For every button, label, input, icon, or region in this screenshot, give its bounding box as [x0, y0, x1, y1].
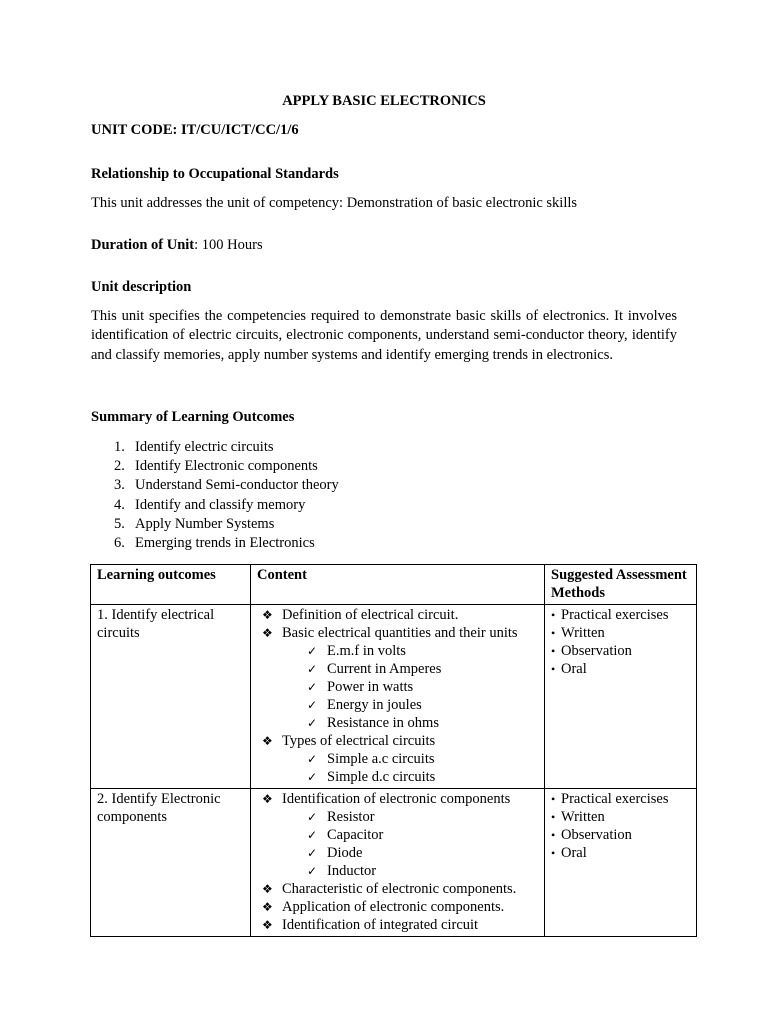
content-item — [257, 642, 538, 660]
assessment-item — [551, 808, 690, 826]
list-item-number: 6. — [114, 534, 125, 551]
bullet-icon: • — [551, 626, 556, 640]
description-heading: Unit description — [91, 279, 192, 295]
table-header-row — [91, 565, 697, 605]
assessment-item-text: Written — [561, 809, 605, 825]
assessment-list — [551, 790, 690, 862]
description-text: This unit specifies the competencies required to demonstrate basic skills of electronics. It involves identification of electric circuits, electronic components, understand semi-conductor theory, identify and classify memories, apply number systems and identify emerging trends in electronics. — [91, 308, 677, 363]
relationship-text: This unit addresses the unit of competency: Demonstration of basic electronic skills — [91, 195, 578, 211]
list-item-text: Identify and classify memory — [135, 496, 306, 513]
assessment-cell — [545, 789, 697, 937]
content-item — [257, 606, 538, 624]
checkmark-icon: ✓ — [307, 864, 318, 878]
assessment-item-text: Written — [561, 625, 605, 641]
content-item — [257, 768, 538, 786]
content-item-text: Identification of integrated circuit — [282, 917, 479, 933]
checkmark-icon: ✓ — [307, 662, 318, 676]
assessment-item-text: Observation — [561, 643, 632, 659]
checkmark-icon: ✓ — [307, 716, 318, 730]
duration-label: Duration of Unit — [91, 237, 195, 253]
assessment-list — [551, 606, 690, 678]
content-item-text: Current in Amperes — [327, 661, 442, 677]
list-item — [91, 476, 339, 495]
list-item-text: Understand Semi-conductor theory — [135, 477, 339, 494]
content-item-text: Diode — [327, 845, 363, 861]
content-item — [257, 714, 538, 732]
bullet-icon: • — [551, 608, 556, 622]
duration-value: : 100 Hours — [194, 237, 263, 253]
list-item-text: Apply Number Systems — [135, 515, 275, 532]
checkmark-icon: ✓ — [307, 752, 318, 766]
assessment-item — [551, 844, 690, 862]
assessment-item — [551, 606, 690, 624]
content-item — [257, 808, 538, 826]
content-item — [257, 732, 538, 750]
assessment-item-text: Observation — [561, 827, 632, 843]
list-item-number: 2. — [114, 458, 125, 475]
list-item — [91, 534, 339, 553]
checkmark-icon: ✓ — [307, 810, 318, 824]
summary-list-container — [91, 438, 339, 553]
diamond-bullet-icon: ❖ — [262, 882, 273, 896]
list-item-number: 3. — [114, 477, 125, 494]
assessment-item — [551, 642, 690, 660]
content-item-text: Definition of electrical circuit. — [282, 607, 459, 623]
header-learning-outcomes: Learning outcomes — [91, 565, 251, 605]
relationship-heading: Relationship to Occupational Standards — [91, 166, 339, 182]
assessment-cell — [545, 605, 697, 789]
diamond-bullet-icon: ❖ — [262, 734, 273, 748]
content-item-text: Capacitor — [327, 827, 384, 843]
content-item — [257, 678, 538, 696]
header-assessment-methods: Suggested Assessment Methods — [545, 565, 697, 605]
content-item-text: Inductor — [327, 863, 377, 879]
diamond-bullet-icon: ❖ — [262, 608, 273, 622]
list-item-text: Identify electric circuits — [135, 439, 274, 455]
assessment-item-text: Practical exercises — [561, 791, 669, 807]
checkmark-icon: ✓ — [307, 698, 318, 712]
outcome-cell: 1. Identify electrical circuits — [91, 605, 251, 789]
checkmark-icon: ✓ — [307, 828, 318, 842]
content-item — [257, 862, 538, 880]
outcome-cell: 2. Identify Electronic components — [91, 789, 251, 937]
content-item-text: Basic electrical quantities and their units — [282, 625, 518, 641]
table-row — [91, 605, 697, 789]
content-item — [257, 750, 538, 768]
content-item-text: Types of electrical circuits — [282, 733, 436, 749]
assessment-item-text: Practical exercises — [561, 607, 669, 623]
list-item-number: 1. — [114, 439, 125, 455]
bullet-icon: • — [551, 828, 556, 842]
table-row — [91, 789, 697, 937]
content-cell — [251, 605, 545, 789]
header-content: Content — [251, 565, 545, 605]
page-title: APPLY BASIC ELECTRONICS — [282, 93, 486, 109]
content-item-text: E.m.f in volts — [327, 643, 406, 659]
diamond-bullet-icon: ❖ — [262, 626, 273, 640]
content-item — [257, 696, 538, 714]
content-item — [257, 660, 538, 678]
assessment-item — [551, 624, 690, 642]
bullet-icon: • — [551, 792, 556, 806]
content-item-text: Characteristic of electronic components. — [282, 881, 517, 897]
bullet-icon: • — [551, 846, 556, 860]
content-item-text: Identification of electronic components — [282, 791, 511, 807]
content-item-text: Resistance in ohms — [327, 715, 439, 731]
content-item — [257, 826, 538, 844]
content-item-text: Resistor — [327, 809, 375, 825]
bullet-icon: • — [551, 644, 556, 658]
list-item-number: 4. — [114, 496, 125, 513]
content-item — [257, 880, 538, 898]
content-cell — [251, 789, 545, 937]
list-item — [91, 438, 339, 457]
content-list — [257, 790, 538, 934]
content-item — [257, 624, 538, 642]
list-item-text: Emerging trends in Electronics — [135, 534, 315, 551]
list-item-text: Identify Electronic components — [135, 458, 318, 475]
diamond-bullet-icon: ❖ — [262, 900, 273, 914]
diamond-bullet-icon: ❖ — [262, 792, 273, 806]
summary-heading: Summary of Learning Outcomes — [91, 409, 295, 425]
content-item — [257, 790, 538, 808]
list-item — [91, 496, 339, 515]
checkmark-icon: ✓ — [307, 680, 318, 694]
checkmark-icon: ✓ — [307, 644, 318, 658]
content-item-text: Power in watts — [327, 679, 414, 695]
bullet-icon: • — [551, 810, 556, 824]
content-list — [257, 606, 538, 786]
content-item — [257, 844, 538, 862]
list-item — [91, 515, 339, 534]
learning-outcomes-table — [90, 564, 697, 937]
content-item — [257, 916, 538, 934]
summary-list — [91, 438, 339, 553]
unit-code: UNIT CODE: IT/CU/ICT/CC/1/6 — [91, 122, 299, 138]
checkmark-icon: ✓ — [307, 846, 318, 860]
duration-line — [91, 237, 263, 254]
bullet-icon: • — [551, 662, 556, 676]
assessment-item-text: Oral — [561, 845, 587, 861]
assessment-item — [551, 660, 690, 678]
assessment-item — [551, 790, 690, 808]
content-item — [257, 898, 538, 916]
content-item-text: Energy in joules — [327, 697, 422, 713]
content-item-text: Simple d.c circuits — [327, 769, 436, 785]
assessment-item — [551, 826, 690, 844]
content-item-text: Simple a.c circuits — [327, 751, 435, 767]
content-item-text: Application of electronic components. — [282, 899, 505, 915]
diamond-bullet-icon: ❖ — [262, 918, 273, 932]
assessment-item-text: Oral — [561, 661, 587, 677]
list-item-number: 5. — [114, 515, 125, 532]
list-item — [91, 457, 339, 476]
checkmark-icon: ✓ — [307, 770, 318, 784]
